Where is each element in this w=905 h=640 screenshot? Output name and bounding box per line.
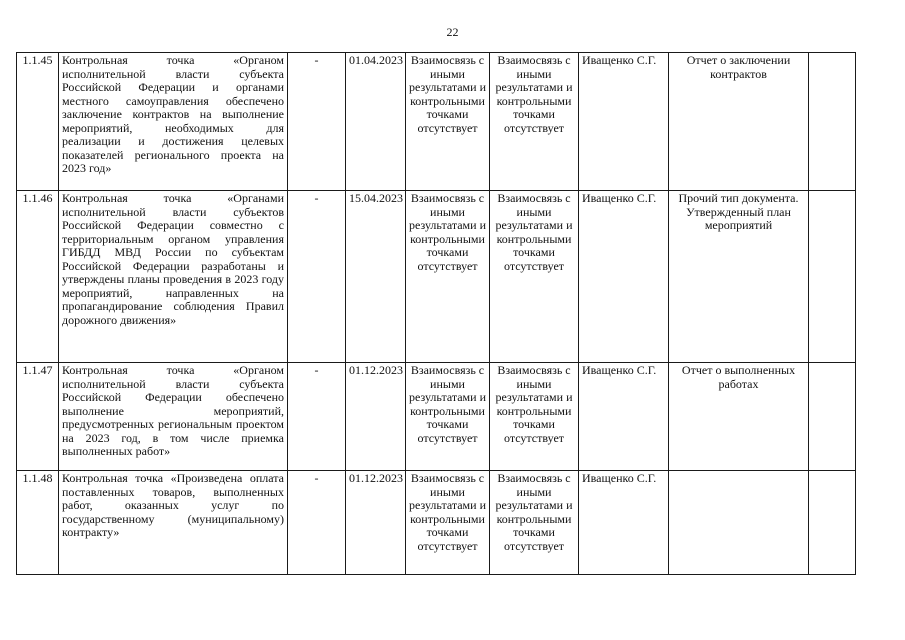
row-relation-results: Взаимосвязь с иными результатами и контрольными точками отсутствует — [490, 363, 579, 471]
row-date: 01.04.2023 — [346, 53, 406, 191]
row-document: Отчет о выполненных работах — [669, 363, 809, 471]
row-relation-points: Взаимосвязь с иными результатами и контрольными точками отсутствует — [406, 471, 490, 575]
row-relation-results: Взаимосвязь с иными результатами и контрольными точками отсутствует — [490, 471, 579, 575]
row-extra — [809, 191, 856, 363]
table-row — [17, 191, 856, 363]
control-points-table — [16, 52, 856, 575]
row-date: 01.12.2023 — [346, 471, 406, 575]
row-responsible: Иващенко С.Г. — [579, 363, 669, 471]
row-date: 01.12.2023 — [346, 363, 406, 471]
row-extra — [809, 363, 856, 471]
row-document: Отчет о заключении контрактов — [669, 53, 809, 191]
row-relation-points: Взаимосвязь с иными результатами и контрольными точками отсутствует — [406, 191, 490, 363]
row-extra — [809, 471, 856, 575]
row-description: Контрольная точка «Органом исполнительной власти субъекта Российской Федерации обеспечено выполнение мероприятий, предусмотренных региональным проектом на 2023 год, в том числе приемка выполненных работ» — [59, 363, 288, 471]
row-relation-points: Взаимосвязь с иными результатами и контрольными точками отсутствует — [406, 53, 490, 191]
row-dash: - — [288, 363, 346, 471]
row-description: Контрольная точка «Органами исполнительной власти субъектов Российской Федерации совместно с территориальным органом управления ГИБДД МВД России по субъектам Российской Федерации разработаны и утверждены планы проведения в 2023 году мероприятий, направленных на пропагандирование соблюдения Правил дорожного движения» — [59, 191, 288, 363]
row-description: Контрольная точка «Органом исполнительной власти субъекта Российской Федерации и органами местного самоуправления обеспечено заключение контрактов на выполнение мероприятий, необходимых для реализации и достижения целевых показателей регионального проекта на 2023 год» — [59, 53, 288, 191]
row-relation-results: Взаимосвязь с иными результатами и контрольными точками отсутствует — [490, 191, 579, 363]
table-row — [17, 363, 856, 471]
row-document: Прочий тип документа. Утвержденный план мероприятий — [669, 191, 809, 363]
row-responsible: Иващенко С.Г. — [579, 191, 669, 363]
row-number: 1.1.46 — [17, 191, 59, 363]
row-document — [669, 471, 809, 575]
row-dash: - — [288, 191, 346, 363]
row-extra — [809, 53, 856, 191]
row-dash: - — [288, 471, 346, 575]
row-number: 1.1.47 — [17, 363, 59, 471]
row-responsible: Иващенко С.Г. — [579, 471, 669, 575]
row-responsible: Иващенко С.Г. — [579, 53, 669, 191]
row-number: 1.1.48 — [17, 471, 59, 575]
row-number: 1.1.45 — [17, 53, 59, 191]
row-relation-points: Взаимосвязь с иными результатами и контрольными точками отсутствует — [406, 363, 490, 471]
page-number: 22 — [446, 25, 459, 39]
row-dash: - — [288, 53, 346, 191]
row-description: Контрольная точка «Произведена оплата поставленных товаров, выполненных работ, оказанных услуг по государственному (муниципальному) контракту» — [59, 471, 288, 575]
row-relation-results: Взаимосвязь с иными результатами и контрольными точками отсутствует — [490, 53, 579, 191]
table-row — [17, 471, 856, 575]
row-date: 15.04.2023 — [346, 191, 406, 363]
table-row — [17, 53, 856, 191]
